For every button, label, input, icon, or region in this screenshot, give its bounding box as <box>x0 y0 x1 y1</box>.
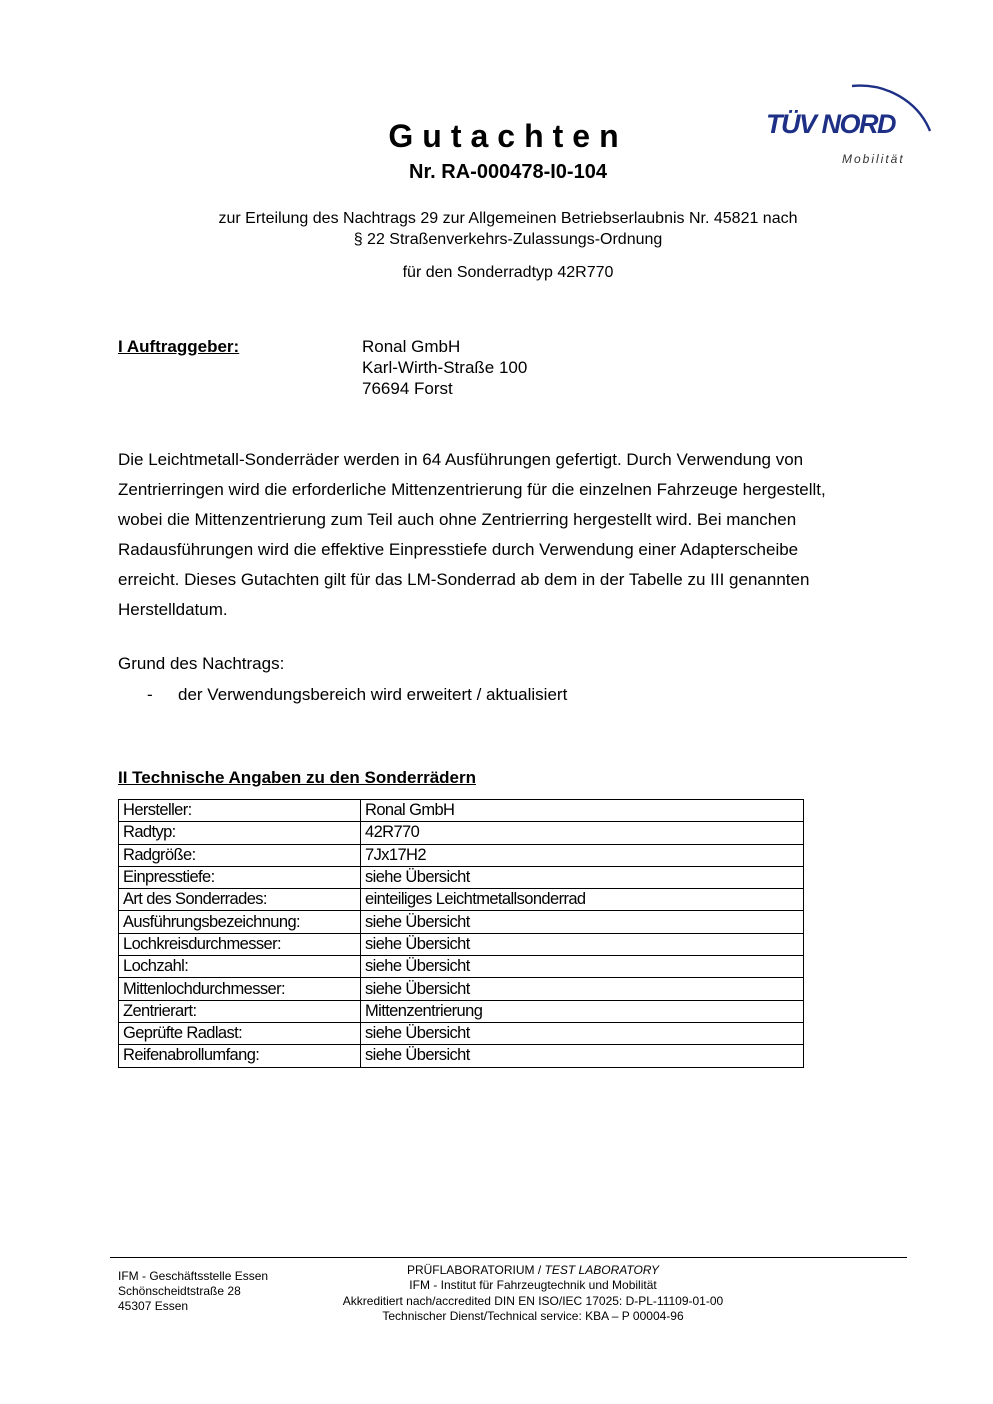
spec-value: siehe Übersicht <box>361 1045 804 1067</box>
table-row <box>119 911 804 933</box>
spec-value: siehe Übersicht <box>361 911 804 933</box>
table-row <box>119 1000 804 1022</box>
spec-value: 7Jx17H2 <box>361 844 804 866</box>
spec-key: Reifenabrollumfang: <box>119 1045 361 1067</box>
spec-key: Lochkreisdurchmesser: <box>119 933 361 955</box>
spec-key: Art des Sonderrades: <box>119 889 361 911</box>
spec-value: siehe Übersicht <box>361 1022 804 1044</box>
client-city: 76694 Forst <box>362 379 453 398</box>
spec-value: siehe Übersicht <box>361 956 804 978</box>
subtitle-line-2: § 22 Straßenverkehrs-Zulassungs-Ordnung <box>353 231 663 248</box>
spec-key: Mittenlochdurchmesser: <box>119 978 361 1000</box>
spec-value: Ronal GmbH <box>361 800 804 822</box>
paragraph-line: Radausführungen wird die effektive Einpresstiefe durch Verwendung einer Adapterscheibe <box>118 540 799 559</box>
footer-lab-title-de: PRÜFLABORATORIUM / <box>406 1263 545 1277</box>
subtitle-line-3: für den Sonderradtyp 42R770 <box>402 264 614 281</box>
client-name: Ronal GmbH <box>362 337 461 356</box>
paragraph-line: Die Leichtmetall-Sonderräder werden in 64 Ausführungen gefertigt. Durch Verwendung von <box>118 450 804 469</box>
table-row <box>119 1022 804 1044</box>
footer-lab-title-en: TEST LABORATORY <box>544 1263 660 1277</box>
footer-lab-title <box>300 1263 766 1277</box>
spec-value: 42R770 <box>361 822 804 844</box>
tuv-nord-logo: TÜV NORD <box>766 109 895 139</box>
spec-value: siehe Übersicht <box>361 978 804 1000</box>
table-row <box>119 822 804 844</box>
spec-key: Radtyp: <box>119 822 361 844</box>
reason-item: der Verwendungsbereich wird erweitert / aktualisiert <box>178 685 568 704</box>
client-street: Karl-Wirth-Straße 100 <box>362 358 528 377</box>
spec-key: Ausführungsbezeichnung: <box>119 911 361 933</box>
table-row <box>119 933 804 955</box>
table-row <box>119 844 804 866</box>
subtitle-line-1: zur Erteilung des Nachtrags 29 zur Allgemeinen Betriebserlaubnis Nr. 45821 nach <box>218 210 798 227</box>
spec-key: Radgröße: <box>119 844 361 866</box>
table-row <box>119 866 804 888</box>
spec-key: Lochzahl: <box>119 956 361 978</box>
paragraph-line: erreicht. Dieses Gutachten gilt für das LM-Sonderrad ab dem in der Tabelle zu III genannten <box>118 570 810 589</box>
spec-value: siehe Übersicht <box>361 933 804 955</box>
spec-value: einteiliges Leichtmetallsonderrad <box>361 889 804 911</box>
table-row <box>119 956 804 978</box>
reason-bullet: - <box>147 685 153 704</box>
technical-heading: II Technische Angaben zu den Sonderrädern <box>118 768 477 787</box>
document-number: Nr. RA-000478-I0-104 <box>409 161 607 183</box>
footer-technical-service: Technischer Dienst/Technical service: KBA – P 00004-96 <box>382 1309 684 1323</box>
spec-key: Geprüfte Radlast: <box>119 1022 361 1044</box>
logo-subtitle: Mobilität <box>842 152 905 166</box>
paragraph-line: wobei die Mittenzentrierung zum Teil auch ohne Zentrierring hergestellt wird. Bei manchen <box>118 510 797 529</box>
spec-key: Zentrierart: <box>119 1000 361 1022</box>
paragraph-line: Herstelldatum. <box>118 600 228 619</box>
technical-spec-table <box>118 799 804 1068</box>
document-title: Gutachten <box>388 118 628 154</box>
footer-divider <box>110 1257 907 1258</box>
description-paragraph <box>118 449 898 629</box>
client-label: I Auftraggeber: <box>118 337 240 356</box>
spec-value: Mittenzentrierung <box>361 1000 804 1022</box>
footer-office-street: Schönscheidtstraße 28 <box>118 1284 241 1298</box>
table-row <box>119 800 804 822</box>
footer-office-name: IFM - Geschäftsstelle Essen <box>118 1269 269 1283</box>
paragraph-line: Zentrierringen wird die erforderliche Mittenzentrierung für die einzelnen Fahrzeuge hergestellt, <box>118 480 826 499</box>
reason-label: Grund des Nachtrags: <box>118 654 285 673</box>
footer-institute: IFM - Institut für Fahrzeugtechnik und Mobilität <box>409 1278 657 1292</box>
footer-accreditation: Akkreditiert nach/accredited DIN EN ISO/IEC 17025: D-PL-11109-01-00 <box>342 1294 724 1308</box>
spec-value: siehe Übersicht <box>361 866 804 888</box>
table-row <box>119 978 804 1000</box>
footer-office-city: 45307 Essen <box>118 1299 189 1313</box>
table-row <box>119 1045 804 1067</box>
spec-key: Hersteller: <box>119 800 361 822</box>
spec-key: Einpresstiefe: <box>119 866 361 888</box>
table-row <box>119 889 804 911</box>
